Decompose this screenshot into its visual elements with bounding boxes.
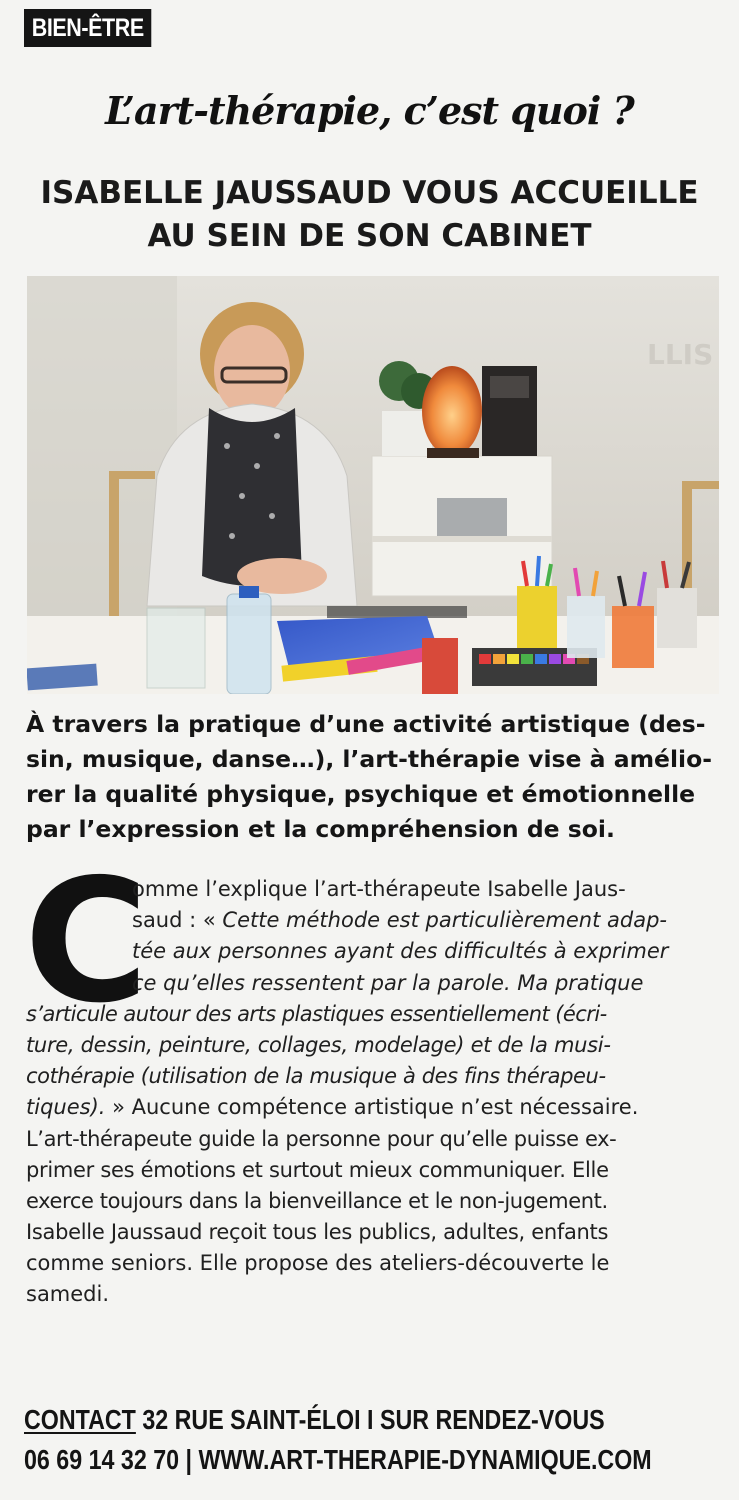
subheadline-line: AU SEIN DE SON CABINET (147, 218, 592, 254)
article-lead (26, 707, 718, 847)
quote-text: ture, dessin, peinture, collages, modelage) et de la musi- (26, 1032, 611, 1057)
contact-block (24, 1400, 652, 1480)
body-text: saud : « (132, 908, 223, 933)
body-line: L’art-thérapeute guide la personne pour qu’elle puisse ex- (26, 1126, 617, 1151)
body-line: primer ses émotions et surtout mieux communiquer. Elle (26, 1157, 609, 1182)
quote-text: ce qu’elles ressentent par la parole. Ma pratique (132, 970, 644, 995)
lead-line: sin, musique, danse…), l’art-thérapie vise à amélio- (26, 745, 712, 773)
contact-line (24, 1400, 652, 1440)
contact-phone-website: 06 69 14 32 70 | WWW.ART-THERAPIE-DYNAMIQUE.COM (24, 1444, 652, 1475)
body-text: » Aucune compétence artistique n’est nécessaire. (105, 1095, 639, 1120)
body-line (26, 905, 720, 936)
quote-text: tée aux personnes ayant des difficultés à exprimer (132, 939, 669, 964)
lead-line: par l’expression et la compréhension de soi. (26, 815, 615, 843)
subheadline-line: ISABELLE JAUSSAUD VOUS ACCUEILLE (40, 175, 699, 211)
body-line: Isabelle Jaussaud reçoit tous les publics, adultes, enfants (26, 1220, 609, 1245)
svg-text:LLIS: LLIS (647, 338, 714, 371)
body-line (26, 1030, 720, 1061)
body-line (26, 968, 720, 999)
quote-text: Cette méthode est particulièrement adap- (222, 908, 667, 933)
body-line: samedi. (26, 1282, 110, 1307)
body-line (26, 936, 720, 967)
body-line: exerce toujours dans la bienveillance et le non-jugement. (26, 1188, 608, 1213)
contact-label: CONTACT (24, 1404, 136, 1435)
article-headline: L’art-thérapie, c’est quoi ? (105, 88, 634, 133)
body-line: comme seniors. Elle propose des ateliers-découverte le (26, 1251, 610, 1276)
body-line (26, 999, 720, 1030)
quote-text: s’articule autour des arts plastiques essentiellement (écri- (26, 1001, 607, 1026)
body-line: omme l’explique l’art-thérapeute Isabelle Jaus- (132, 877, 626, 901)
section-tag: BIEN-ÊTRE (24, 9, 151, 47)
contact-address: 32 RUE SAINT-ÉLOI I SUR RENDEZ-VOUS (135, 1404, 605, 1435)
body-line (26, 1061, 720, 1092)
article-photo (27, 276, 719, 694)
drop-cap: C (24, 843, 149, 1041)
article-subheadline (0, 172, 739, 258)
quote-text: tiques). (26, 1095, 106, 1120)
article-body (26, 874, 720, 1311)
lead-line: rer la qualité physique, psychique et émotionnelle (26, 780, 696, 808)
quote-text: cothérapie (utilisation de la musique à des fins thérapeu- (26, 1064, 606, 1089)
lead-line: À travers la pratique d’une activité artistique (des- (26, 710, 706, 738)
body-line (26, 1092, 720, 1123)
